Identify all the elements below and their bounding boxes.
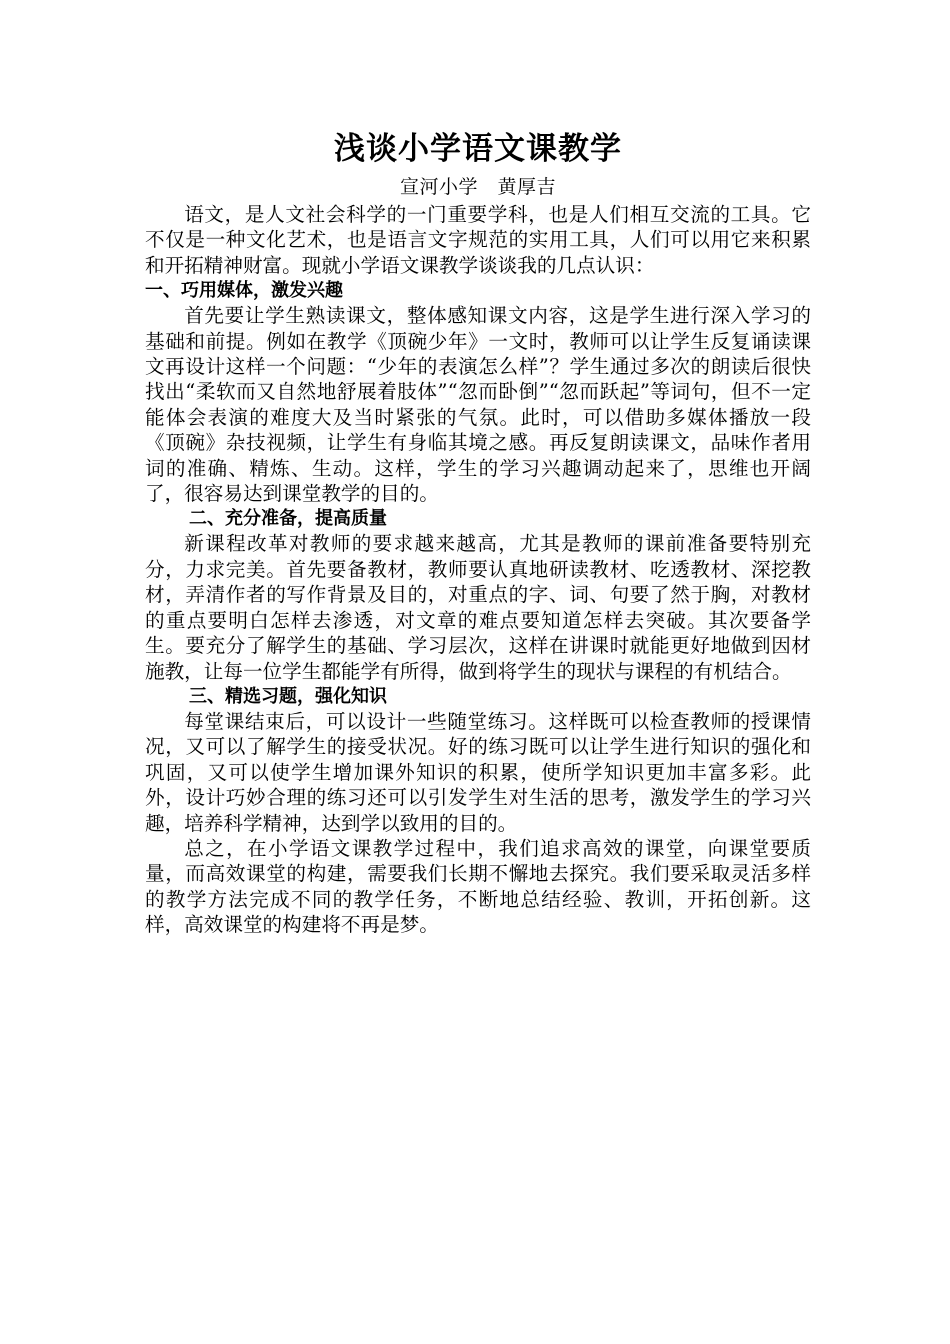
document-title: 浅谈小学语文课教学 bbox=[334, 131, 622, 167]
author-line: 宣河小学 黄厚吉 bbox=[399, 176, 556, 198]
section-heading-2: 二、充分准备，提高质量 bbox=[189, 508, 387, 530]
section-heading-1: 一、巧用媒体，激发兴趣 bbox=[145, 280, 343, 302]
section-body-1: 首先要让学生熟读课文，整体感知课文内容，这是学生进行深入学习的基础和前提。例如在教学《顶碗少年》一文时，教师可以让学生反复诵读课文再设计这样一个问题：“少年的表演怎么样”？学生通过多次的朗读后很快找出“柔软而又自然地舒展着肢体”“忽而卧倒”“忽而跃起”等词句，但不一定能体会表演的难度大及当时紧张的气氛。此时，可以借助多媒体播放一段《顶碗》杂技视频，让学生有身临其境之感。再反复朗读课文，品味作者用词的准确、精炼、生动。这样，学生的学习兴趣调动起来了，思维也开阔了，很容易达到课堂教学的目的。 bbox=[145, 304, 811, 506]
intro-paragraph: 语文，是人文社会科学的一门重要学科，也是人们相互交流的工具。它不仅是一种文化艺术，也是语言文字规范的实用工具，人们可以用它来积累和开拓精神财富。现就小学语文课教学谈谈我的几点认识： bbox=[145, 203, 811, 277]
document-page bbox=[145, 128, 811, 938]
section-body-3: 每堂课结束后，可以设计一些随堂练习。这样既可以检查教师的授课情况，又可以了解学生的接受状况。好的练习既可以让学生进行知识的强化和巩固，又可以使学生增加课外知识的积累，使所学知识更加丰富多彩。此外，设计巧妙合理的练习还可以引发学生对生活的思考，激发学生的学习兴趣，培养科学精神，达到学以致用的目的。 bbox=[145, 709, 811, 835]
section-body-2: 新课程改革对教师的要求越来越高，尤其是教师的课前准备要特别充分，力求完美。首先要备教材，教师要认真地研读教材、吃透教材、深挖教材，弄清作者的写作背景及目的，对重点的字、词、句要了然于胸，对教材的重点要明白怎样去渗透，对文章的难点要知道怎样去突破。其次要备学生。要充分了解学生的基础、学习层次，这样在讲课时就能更好地做到因材施教，让每一位学生都能学有所得，做到将学生的现状与课程的有机结合。 bbox=[145, 532, 811, 683]
conclusion-paragraph: 总之，在小学语文课教学过程中，我们追求高效的课堂，向课堂要质量，而高效课堂的构建，需要我们长期不懈地去探究。我们要采取灵活多样的教学方法完成不同的教学任务，不断地总结经验、教训，开拓创新。这样，高效课堂的构建将不再是梦。 bbox=[145, 836, 811, 937]
section-heading-3: 三、精选习题，强化知识 bbox=[189, 685, 387, 707]
